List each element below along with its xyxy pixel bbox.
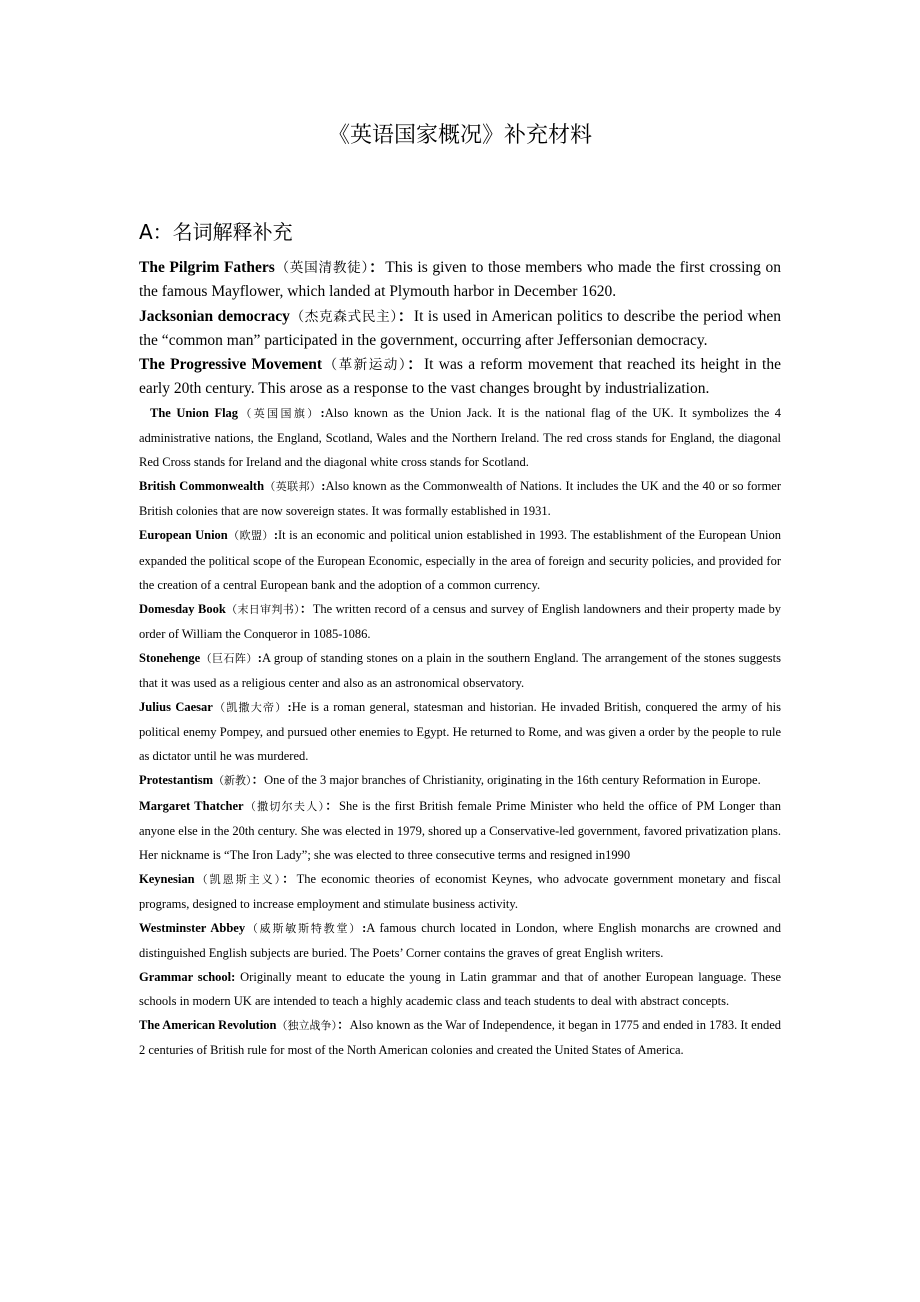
entry-definition: It is an economic and political union established in 1993. The establishment of the European Union expanded the political scope of the European Economic, especially in the area of foreign and security policies, and provided for the creation of a central European bank and the adoption of a common currency. xyxy=(139,528,782,592)
entry-chinese-term: （英联邦） xyxy=(264,480,322,494)
entry-colon: : xyxy=(362,920,367,935)
glossary-small-entries xyxy=(139,401,781,1063)
entry-definition: A famous church located in London, where English monarchs are crowned and distinguished English subjects are buried. The Poets’ Corner contains the graves of great English writers. xyxy=(139,920,782,961)
glossary-entry-grammar-school xyxy=(139,965,781,1013)
entry-colon: : xyxy=(231,970,236,985)
entry-colon: ： xyxy=(397,307,414,325)
entry-definition: The written record of a census and survey of English landowners and their property made by order of William the Conqueror in 1085-1086. xyxy=(139,601,781,641)
entry-definition: Also known as the Commonwealth of Nations. It includes the UK and the 40 or so former British colonies that are now sovereign states. It was formally established in 1931. xyxy=(139,479,782,519)
entry-definition: She is the first British female Prime Minister who held the office of PM Longer than anyone else in the 20th century. She was elected in 1979, shored up a Conservative-led government, favored privatization plans. Her nickname is “The Iron Lady”; she was elected to three consecutive terms and resigned in1990 xyxy=(139,798,781,862)
entry-term: Julius Caesar xyxy=(139,700,213,715)
entry-colon: : xyxy=(321,479,326,494)
entry-colon: : xyxy=(320,406,325,420)
glossary-entry-protestantism xyxy=(139,768,781,793)
entry-colon: : xyxy=(257,650,262,665)
entry-chinese-term: （撒切尔夫人） xyxy=(243,799,326,813)
entry-term: The Pilgrim Fathers xyxy=(139,259,275,276)
section-heading: A：名词解释补充 xyxy=(139,220,293,244)
entry-chinese-term: （独立战争） xyxy=(276,1019,338,1033)
glossary-entry-british-commonwealth xyxy=(139,474,781,523)
entry-definition: One of the 3 major branches of Christianity, originating in the 16th century Reformation in Europe. xyxy=(264,773,761,788)
glossary-entry-union-flag xyxy=(139,401,781,474)
entry-chinese-term: （末日审判书） xyxy=(225,602,300,616)
entry-chinese-term: （杰克森式民主） xyxy=(289,308,398,325)
glossary-entry-julius-caesar xyxy=(139,695,781,768)
entry-term: The American Revolution xyxy=(139,1018,277,1033)
glossary-entry-pilgrim-fathers xyxy=(139,256,781,305)
entry-definition: This is given to those members who made the first crossing on the famous Mayflower, which landed at Plymouth harbor in December 1620. xyxy=(139,259,781,301)
glossary-entry-margaret-thatcher xyxy=(139,794,781,867)
entry-chinese-term: （欧盟） xyxy=(227,529,274,543)
entry-colon: ： xyxy=(337,1018,350,1033)
glossary-entry-american-revolution xyxy=(139,1013,781,1062)
entry-term: Domesday Book xyxy=(139,601,226,616)
entry-colon: : xyxy=(273,528,278,543)
entry-chinese-term: （凯撒大帝） xyxy=(212,701,288,715)
entry-definition: Also known as the Union Jack. It is the national flag of the UK. It symbolizes the 4 administrative nations, the England, Scotland, Wales and the Northern Ireland. The red cross stands for England, the diagonal Red Cross stands for Ireland and the diagonal white cross stands for Scotland. xyxy=(139,406,781,470)
glossary-entry-stonehenge xyxy=(139,646,781,695)
entry-definition: It was a reform movement that reached its height in the early 20th century. This arose as a response to the vast changes brought by industrialization. xyxy=(139,356,781,398)
entry-term: Protestantism xyxy=(139,773,214,788)
entry-colon: ： xyxy=(369,259,386,276)
entry-chinese-term: （威斯敏斯特教堂） xyxy=(245,921,363,935)
glossary-entry-jacksonian-democracy xyxy=(139,305,781,354)
entry-term: Stonehenge xyxy=(139,650,201,665)
entry-term: Keynesian xyxy=(139,871,195,886)
entry-chinese-term: （巨石阵） xyxy=(200,651,258,665)
glossary-entry-domesday-book xyxy=(139,597,781,646)
entry-term: Grammar school xyxy=(139,970,232,985)
entry-colon: ： xyxy=(299,601,313,616)
entry-colon: ： xyxy=(251,773,265,788)
entry-colon: ： xyxy=(407,356,425,374)
glossary-entry-westminster-abbey xyxy=(139,916,781,965)
entry-colon: ： xyxy=(325,798,340,813)
entry-definition: Also known as the War of Independence, it began in 1775 and ended in 1783. It ended 2 centuries of British rule for most of the North American colonies and created the United States of America. xyxy=(139,1018,781,1058)
entry-chinese-term: （凯恩斯主义） xyxy=(194,872,283,886)
glossary-large-entries xyxy=(139,256,781,402)
entry-definition: Originally meant to educate the young in Latin grammar and that of another European language. These schools in modern UK are intended to teach a highly academic class and teach students to deal with abstract concepts. xyxy=(139,970,781,1009)
glossary-entry-keynesian xyxy=(139,867,781,916)
entry-term: The Progressive Movement xyxy=(139,356,323,374)
entry-definition: He is a roman general, statesman and historian. He invaded British, conquered the army of his political enemy Pompey, and pursued other enemies to Egypt. He returned to Rome, and was given a order by the people to rule as dictator until he was murdered. xyxy=(139,700,782,764)
entry-colon: : xyxy=(287,700,292,715)
entry-chinese-term: （革新运动） xyxy=(322,357,408,374)
entry-term: European Union xyxy=(139,528,228,543)
glossary-entry-progressive-movement xyxy=(139,353,781,402)
entry-term: Westminster Abbey xyxy=(139,920,246,935)
entry-definition: The economic theories of economist Keynes, who advocate government monetary and fiscal programs, designed to increase employment and stimulate business activity. xyxy=(139,871,781,911)
entry-term: Jacksonian democracy xyxy=(139,307,290,325)
entry-chinese-term: （新教） xyxy=(213,774,252,788)
entry-chinese-term: （英国清教徒） xyxy=(274,260,370,276)
document-title: 《英语国家概况》补充材料 xyxy=(327,123,592,148)
entry-definition: A group of standing stones on a plain in the southern England. The arrangement of the stones suggests that it was used as a religious center and also as an astronomical observatory. xyxy=(139,650,782,691)
entry-term: The Union Flag xyxy=(150,406,239,420)
entry-definition: It is used in American politics to describe the period when the “common man” participated in the government, occurring after Jeffersonian democracy. xyxy=(139,307,781,349)
entry-colon: ： xyxy=(282,871,297,886)
glossary-entry-european-union xyxy=(139,523,781,596)
entry-chinese-term: （英国国旗） xyxy=(238,407,321,420)
entry-term: British Commonwealth xyxy=(139,479,265,494)
entry-term: Margaret Thatcher xyxy=(139,798,244,813)
